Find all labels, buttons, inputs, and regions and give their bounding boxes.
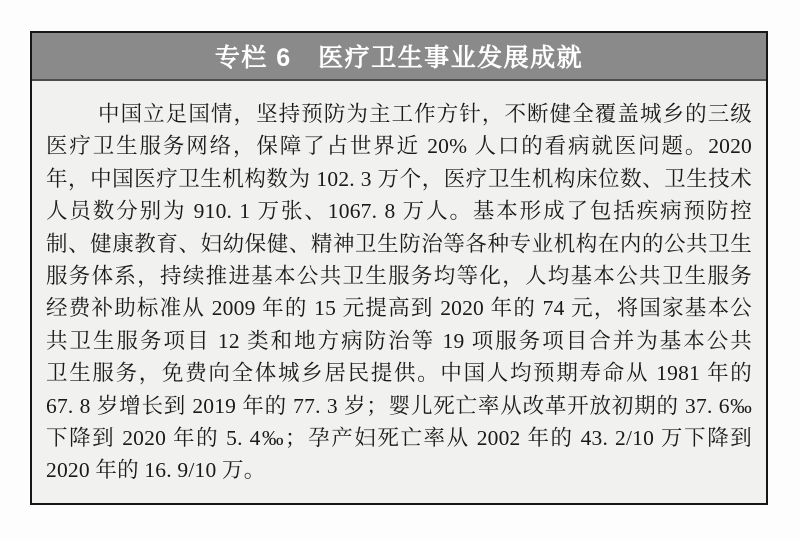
body-line: 人员数分别为 910. 1 万张、1067. 8 万人。基本形成了包括疾病预防控 [46,199,752,224]
body-line: 2020 年的 16. 9/10 万。 [46,458,266,483]
body-line: 服务体系，持续推进基本公共卫生服务均等化，人均基本公共卫生服务 [46,263,752,288]
body-line: 共卫生服务项目 12 类和地方病防治等 19 项服务项目合并为基本公共 [46,328,752,353]
body-line: 经费补助标准从 2009 年的 15 元提高到 2020 年的 74 元，将国家基本公 [46,296,752,321]
body-line: 中国立足国情，坚持预防为主工作方针，不断健全覆盖城乡的三级 [98,102,752,126]
body-line: 制、健康教育、妇幼保健、精神卫生防治等各种专业机构在内的公共卫生 [46,231,752,256]
body-line: 下降到 2020 年的 5. 4‰；孕产妇死亡率从 2002 年的 43. 2/10 万下降到 [46,425,752,450]
column-box-header [32,33,766,81]
body-line: 年，中国医疗卫生机构数为 102. 3 万个，医疗卫生机构床位数、卫生技术 [46,166,752,191]
body-line: 医疗卫生服务网络，保障了占世界近 20% 人口的看病就医问题。2020 [46,134,752,159]
column-box-title: 专栏 6 医疗卫生事业发展成就 [214,44,584,72]
body-line: 卫生服务，免费向全体城乡居民提供。中国人均预期寿命从 1981 年的 [46,361,752,386]
column-box-body [32,81,766,487]
body-line: 67. 8 岁增长到 2019 年的 77. 3 岁；婴儿死亡率从改革开放初期的 37. 6‰ [46,393,752,418]
column-box [30,31,768,505]
